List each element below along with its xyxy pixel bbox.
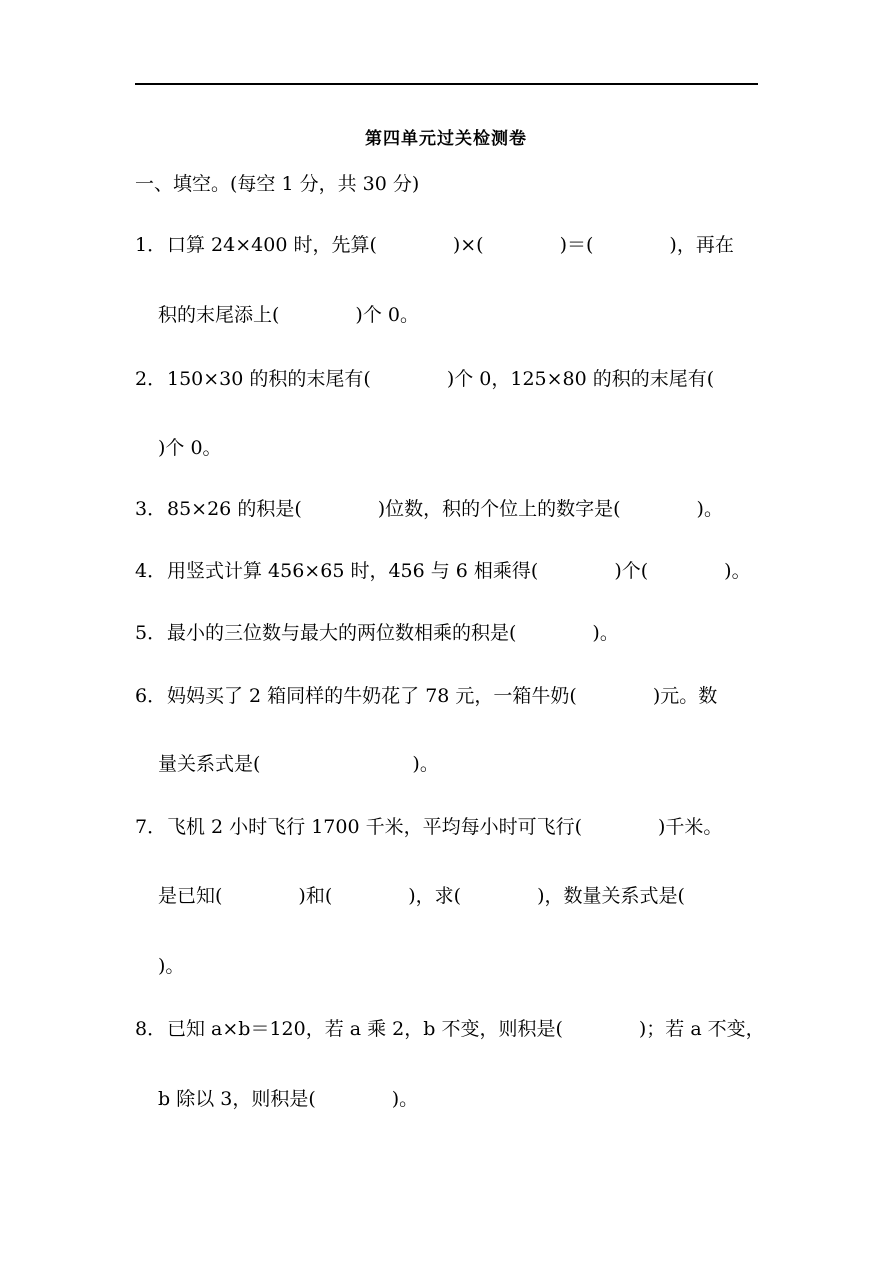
question-2-line-1: 150×30 的积的末尾有( )个 0，125×80 的积的末尾有(	[167, 368, 715, 390]
question-5-number: 5．	[135, 622, 167, 644]
question-6-number: 6．	[135, 685, 167, 707]
question-8-line-1: 已知 a×b＝120，若 a 乘 2，b 不变，则积是( )；若 a 不变，	[167, 1018, 765, 1040]
question-1-line-1: 口算 24×400 时，先算( )×( )＝( )，再在	[167, 234, 734, 256]
question-5-line-1: 最小的三位数与最大的两位数相乘的积是( )。	[167, 622, 619, 644]
section-heading: 一、填空。(每空 1 分，共 30 分)	[135, 173, 420, 195]
question-7-line-3: )。	[158, 955, 185, 977]
question-4-number: 4．	[135, 560, 167, 582]
question-8-number: 8．	[135, 1018, 167, 1040]
question-2-line-2: )个 0。	[158, 437, 222, 459]
question-1-number: 1．	[135, 234, 167, 256]
page-title: 第四单元过关检测卷	[365, 129, 527, 149]
question-3-number: 3．	[135, 498, 167, 520]
question-6-line-2: 量关系式是( )。	[158, 753, 439, 775]
question-7-line-1: 飞机 2 小时飞行 1700 千米，平均每小时可飞行( )千米。	[167, 816, 723, 838]
question-2-number: 2．	[135, 368, 167, 390]
question-4-line-1: 用竖式计算 456×65 时，456 与 6 相乘得( )个( )。	[167, 560, 751, 582]
question-6-line-1: 妈妈买了 2 箱同样的牛奶花了 78 元，一箱牛奶( )元。数	[167, 685, 718, 707]
question-8-line-2: b 除以 3，则积是( )。	[158, 1088, 419, 1110]
header-rule	[135, 83, 758, 85]
question-3-line-1: 85×26 的积是( )位数，积的个位上的数字是( )。	[167, 498, 723, 520]
question-7-number: 7．	[135, 816, 167, 838]
question-7-line-2: 是已知( )和( )，求( )，数量关系式是(	[158, 885, 685, 907]
question-1-line-2: 积的末尾添上( )个 0。	[158, 304, 419, 326]
